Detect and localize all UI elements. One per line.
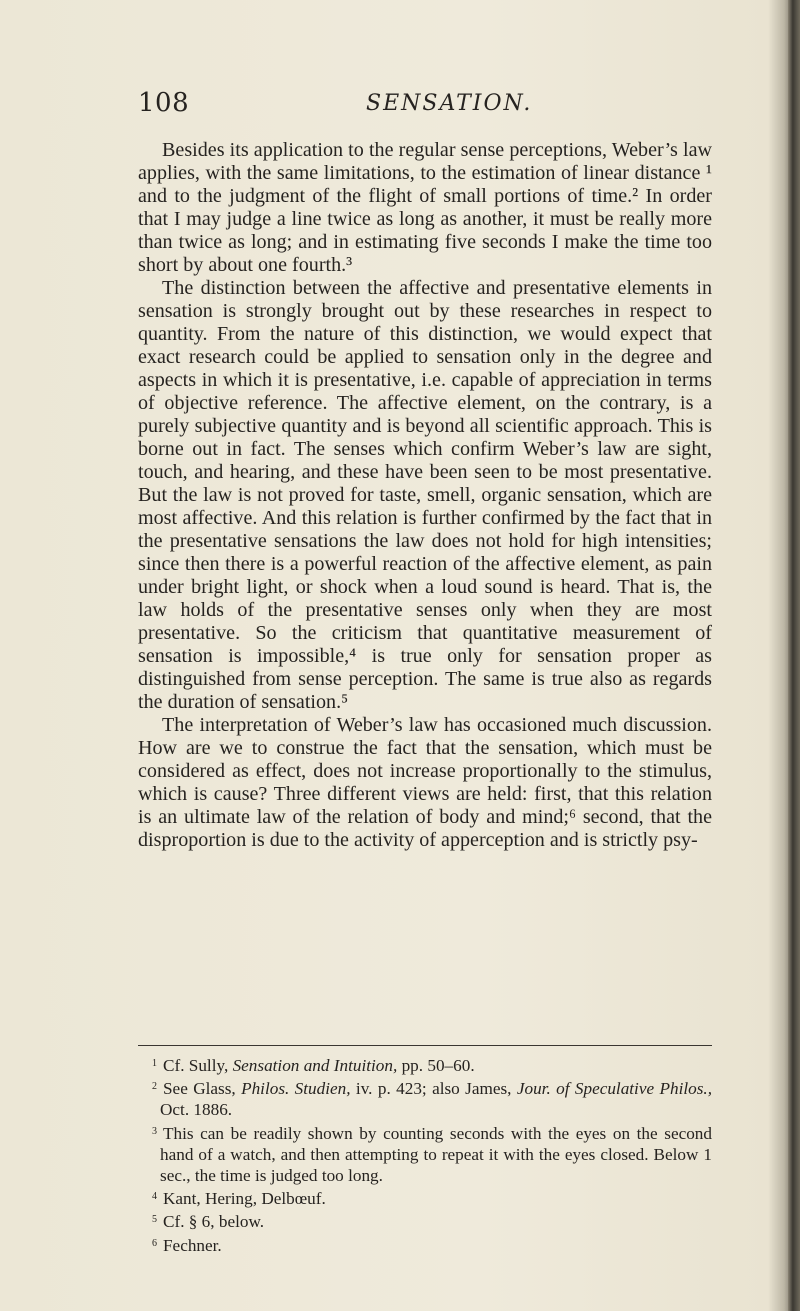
paragraph-weber-applications: Besides its application to the regular sense perceptions, Weber’s law applies, with the same limitations, to the estimation of linear distance ¹ and to the judgment of the flight of small portions of time.² In order that I may judge a line twice as long as another, it must be really more than twice as long; and in estimating five seconds I make the time too short by about one fourth.³ (138, 139, 712, 276)
footnote-2: $^2$ See Glass, Philos. Studien, iv. p. 423; also James, Jour. of Speculative Philos., Oct. 1886. (152, 1079, 712, 1120)
page-number: 108 (138, 88, 190, 118)
paragraph-interpretation: The interpretation of Weber’s law has occasioned much discussion. How are we to construe the fact that the sensation, which must be considered as effect, does not increase proportionally to the stimulus, which is cause? Three different views are held: first, that this relation is an ultimate law of the relation of body and mind;⁶ second, that the disproportion is due to the activity of apperception and is strictly psy- (138, 714, 712, 851)
footnote-4: $^4$ Kant, Hering, Delbœuf. (152, 1189, 326, 1209)
page-edge-shadow (788, 0, 800, 1311)
footnote-divider (138, 1045, 712, 1046)
footnote-5: $^5$ Cf. § 6, below. (152, 1212, 265, 1232)
footnote-3: $^3$ This can be readily shown by counting seconds with the eyes on the second hand of a watch, and then attempting to repeat it with the eyes closed. Below 1 sec., the time is judged too long. (152, 1123, 712, 1186)
footnote-6: $^6$ Fechner. (152, 1235, 222, 1255)
running-head: SENSATION. (366, 91, 533, 116)
footnotes (138, 1053, 712, 1256)
body-text (138, 139, 712, 852)
paragraph-affective-presentative: The distinction between the affective and presentative elements in sensation is strongly brought out by these researches in respect to quantity. From the nature of this distinction, we would expect that exact research could be applied to sensation only in the degree and aspects in which it is presentative, i.e. capable of appreciation in terms of objective reference. The affective element, on the contrary, is a purely subjective quantity and is beyond all scientific approach. This is borne out in fact. The senses which confirm Weber’s law are sight, touch, and hearing, and these have been seen to be most presentative. But the law is not proved for taste, smell, organic sensation, which are most affective. And this relation is further confirmed by the fact that in the presentative sensations the law does not hold for high intensities; since then there is a powerful reaction of the affective element, as pain under bright light, or shock when a loud sound is heard. That is, the law holds of the presentative senses only when they are most presentative. So the criticism that quantitative measurement of sensation is impossible,⁴ is true only for sensation proper as distinguished from sense perception. The same is true also as regards the duration of sensation.⁵ (138, 277, 712, 713)
footnote-1: $^1$ Cf. Sully, Sensation and Intuition, pp. 50–60. (152, 1056, 475, 1075)
page-header (138, 88, 718, 128)
